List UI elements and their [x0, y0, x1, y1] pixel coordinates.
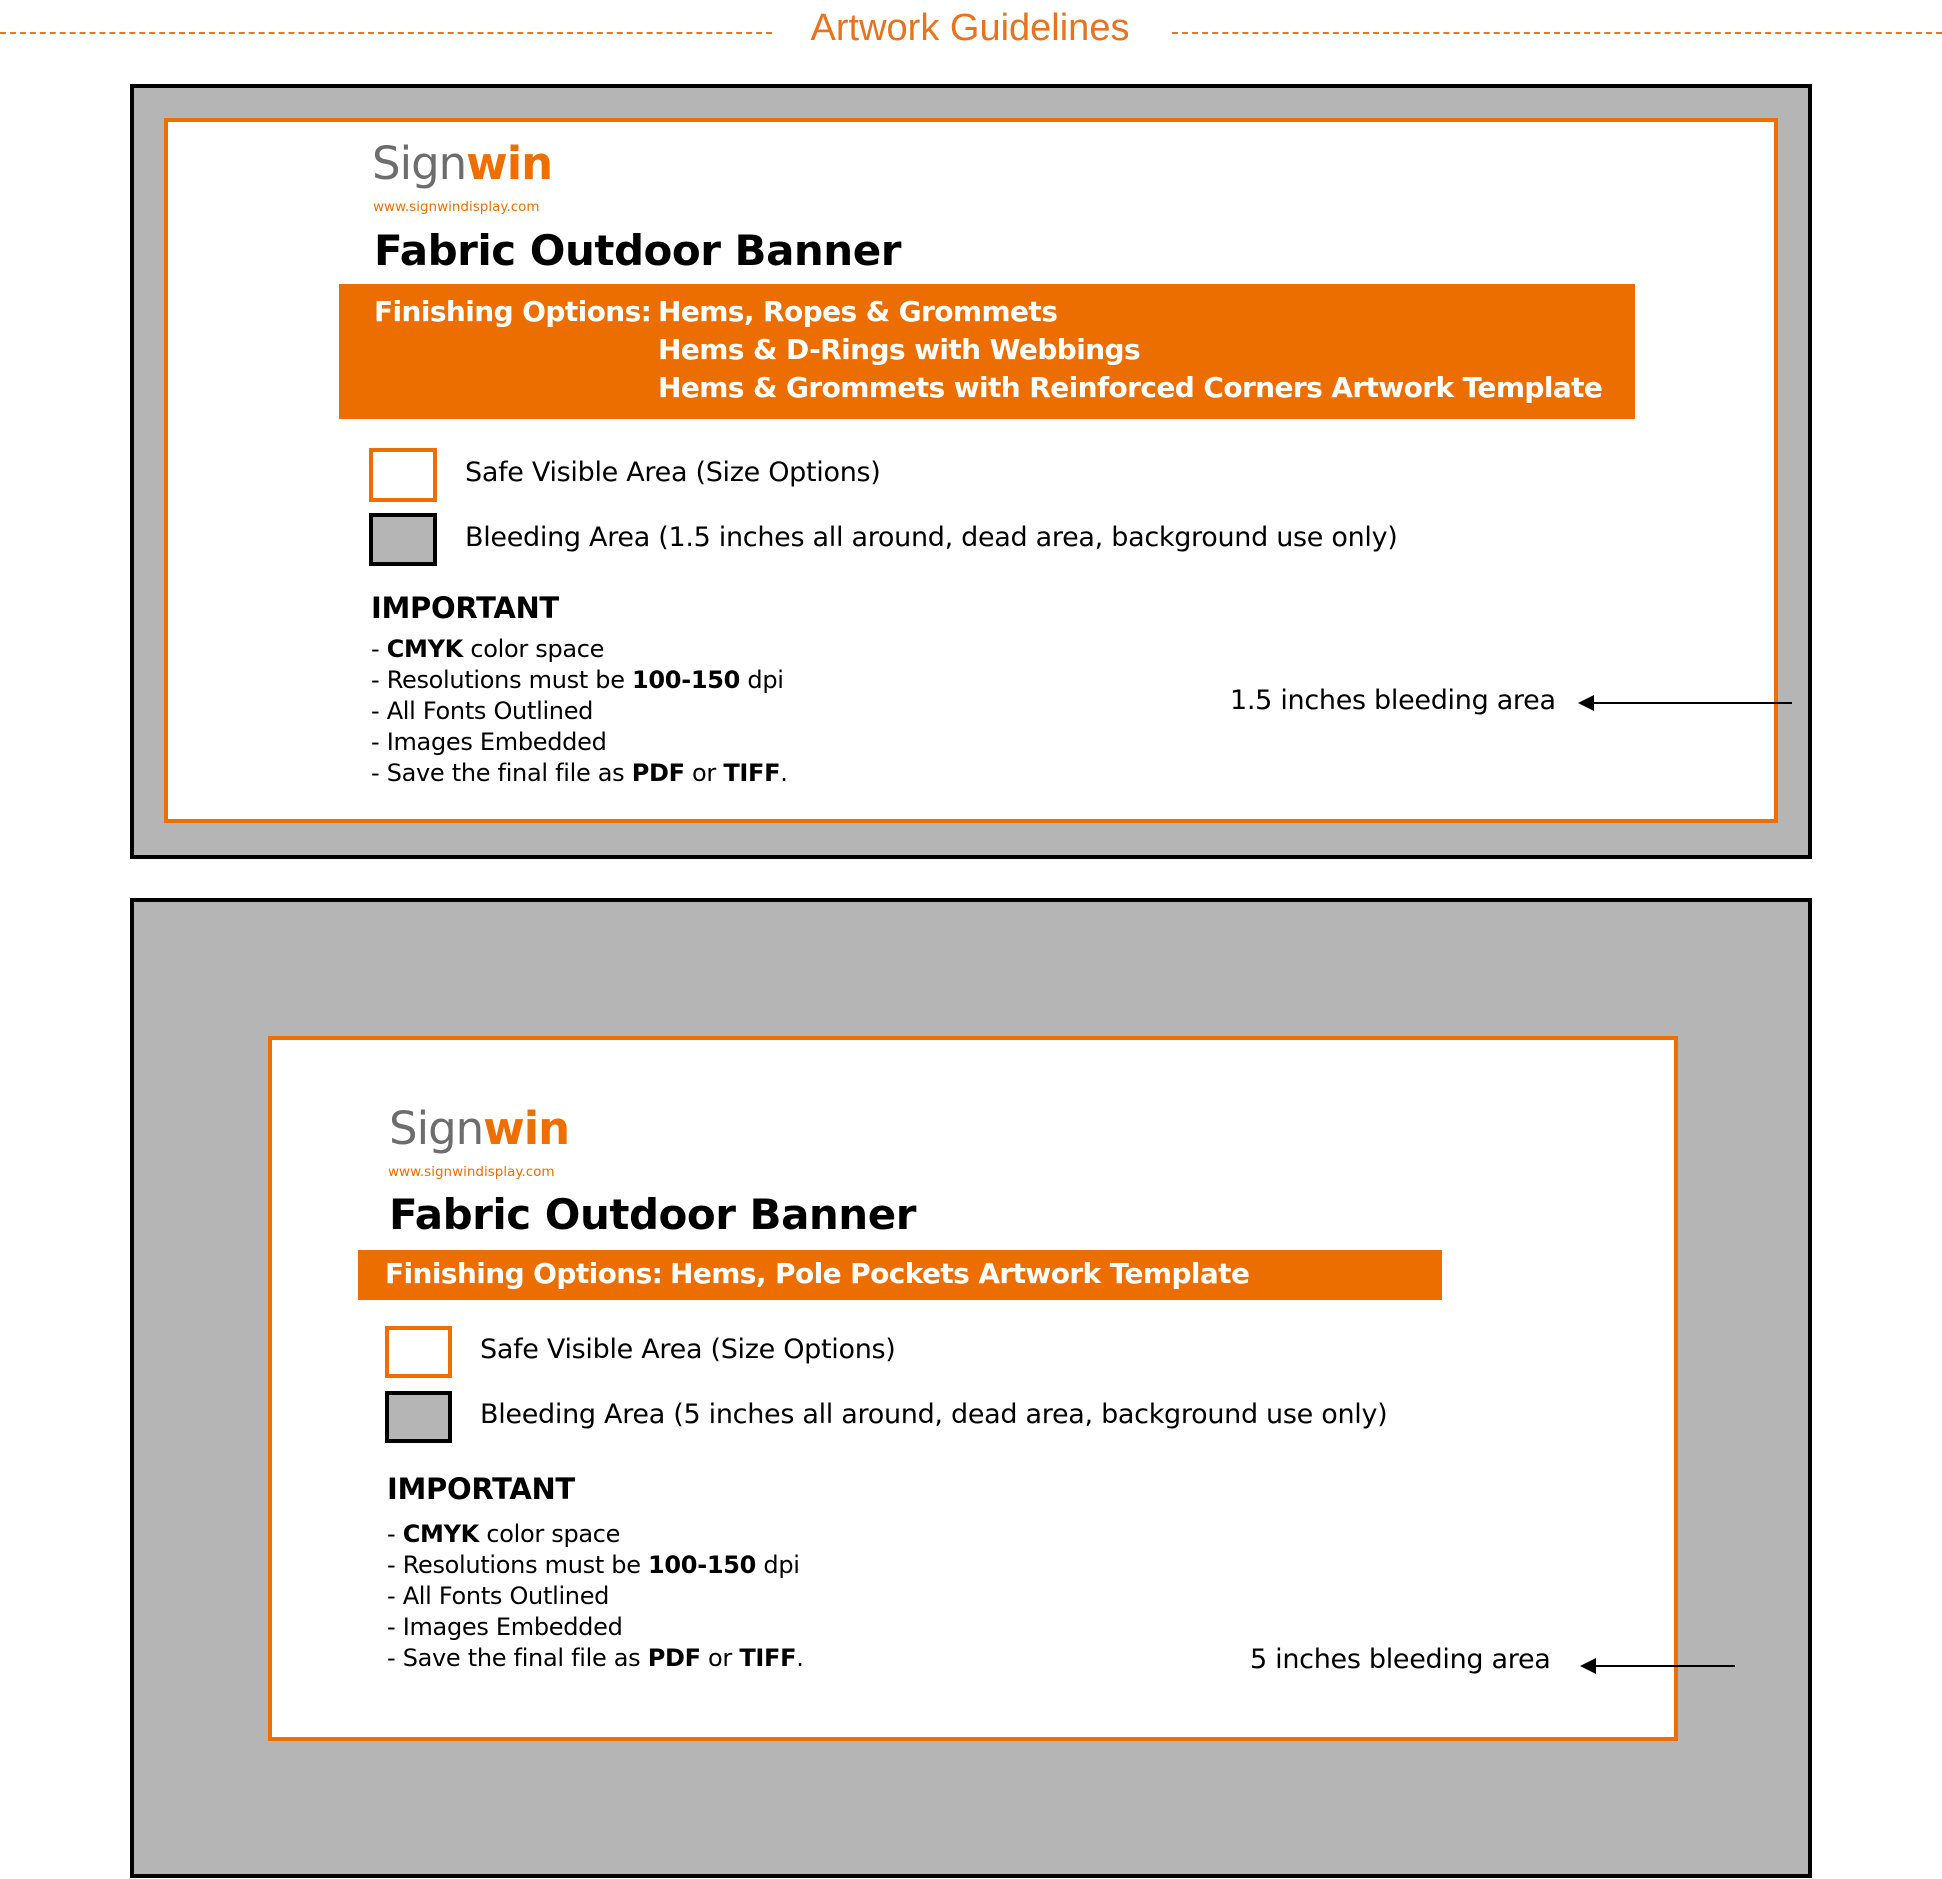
safe-area-legend-2: Safe Visible Area (Size Options) — [480, 1334, 896, 1365]
signwin-logo-2 — [389, 1102, 570, 1155]
important-item: - Save the final file as PDF or TIFF. — [371, 759, 788, 787]
finishing-label: Finishing Options: — [374, 295, 652, 328]
arrow-left-icon-1 — [1580, 702, 1792, 704]
logo-sign: Sign — [389, 1102, 484, 1155]
template-title-2: Fabric Outdoor Banner — [389, 1190, 916, 1239]
page-title: Artwork Guidelines — [810, 7, 1130, 49]
logo-url-1: www.signwindisplay.com — [373, 199, 540, 215]
important-item: - All Fonts Outlined — [371, 697, 594, 725]
safe-area-swatch-2 — [385, 1326, 452, 1378]
bleed-area-legend-2: Bleeding Area (5 inches all around, dead area, background use only) — [480, 1399, 1388, 1430]
important-heading-1: IMPORTANT — [371, 591, 559, 625]
finishing-options-bar-2 — [358, 1250, 1442, 1300]
safe-area-swatch-1 — [369, 448, 437, 502]
important-item: - All Fonts Outlined — [387, 1582, 610, 1610]
bleed-area-swatch-1 — [369, 513, 437, 566]
finishing-options-bar-1 — [339, 284, 1635, 419]
finishing-option: Hems & D-Rings with Webbings — [658, 333, 1141, 366]
important-item: - Save the final file as PDF or TIFF. — [387, 1644, 804, 1672]
bleed-note-1: 1.5 inches bleeding area — [1230, 685, 1556, 716]
finishing-option: Hems, Pole Pockets Artwork Template — [670, 1257, 1250, 1290]
bleed-area-legend-1: Bleeding Area (1.5 inches all around, dead area, background use only) — [465, 522, 1398, 553]
important-item: - CMYK color space — [371, 635, 605, 663]
safe-area-legend-1: Safe Visible Area (Size Options) — [465, 457, 881, 488]
finishing-option: Hems, Ropes & Grommets — [658, 295, 1058, 328]
arrow-left-icon-2 — [1582, 1665, 1735, 1667]
important-heading-2: IMPORTANT — [387, 1472, 575, 1506]
bleed-area-swatch-2 — [385, 1391, 452, 1443]
finishing-option: Hems & Grommets with Reinforced Corners Artwork Template — [658, 371, 1603, 404]
template-title-1: Fabric Outdoor Banner — [374, 226, 901, 275]
logo-win: win — [483, 1102, 570, 1155]
logo-sign: Sign — [372, 137, 467, 190]
important-item: - Images Embedded — [387, 1613, 623, 1641]
finishing-label: Finishing Options: — [385, 1257, 663, 1290]
bleed-note-2: 5 inches bleeding area — [1250, 1644, 1551, 1675]
header-divider-right — [1172, 32, 1942, 34]
important-item: - CMYK color space — [387, 1520, 621, 1548]
logo-win: win — [466, 137, 553, 190]
signwin-logo-1 — [372, 137, 553, 190]
important-item: - Images Embedded — [371, 728, 607, 756]
important-list-1 — [371, 634, 788, 789]
important-list-2 — [387, 1519, 804, 1674]
important-item: - Resolutions must be 100-150 dpi — [387, 1551, 800, 1579]
header-divider-left — [0, 32, 772, 34]
important-item: - Resolutions must be 100-150 dpi — [371, 666, 784, 694]
logo-url-2: www.signwindisplay.com — [388, 1164, 555, 1180]
